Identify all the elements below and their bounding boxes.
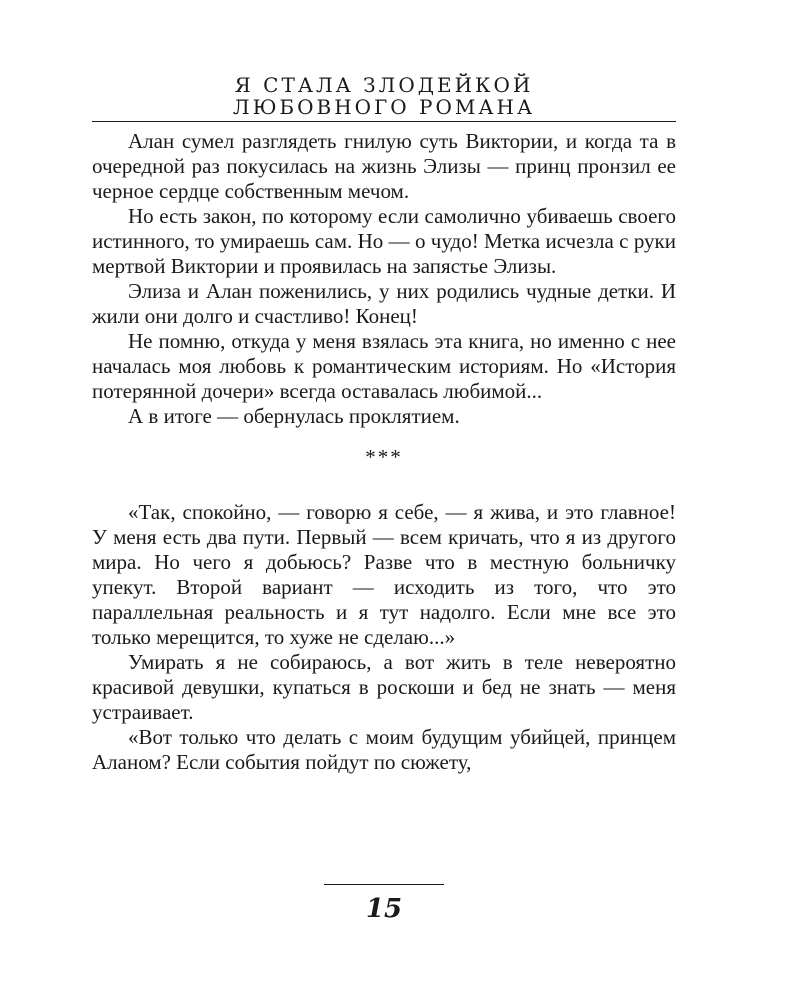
running-header (92, 74, 676, 118)
paragraph: А в итоге — обернулась проклятием. (128, 404, 460, 428)
paragraph: «Вот только что делать с моим будущим убийцей, принцем Аланом? Если события пойдут по сюжету, (92, 725, 676, 774)
running-header-line-2: ЛЮБОВНОГО РОМАНА (232, 95, 536, 119)
page-number: 15 (365, 894, 403, 924)
header-divider (92, 121, 676, 122)
paragraph: Элиза и Алан поженились, у них родились чудные детки. И жили они долго и счастливо! Конец! (92, 279, 676, 328)
paragraph: Не помню, откуда у меня взялась эта книга, но именно с нее началась моя любовь к романтическим историям. Но «История потерянной дочери» всегда оставалась любимой... (92, 329, 676, 403)
paragraph: «Так, спокойно, — говорю я себе, — я жива, и это главное! У меня есть два пути. Первый — всем кричать, что я из другого мира. Но чего я добьюсь? Разве что в местную больничку упекут. Второй вариант — исходить из того, что это параллельная реальность и я тут надолго. Если мне все это только мерещится, то хуже не сделаю...» (92, 500, 676, 649)
section-separator: *** (365, 445, 403, 469)
paragraph: Умирать я не собираюсь, а вот жить в теле невероятно красивой девушки, купаться в роскоши и бед не знать — меня устраивает. (92, 650, 676, 724)
page-body (92, 129, 676, 775)
paragraph: Но есть закон, по которому если самолично убиваешь своего истинного, то умираешь сам. Но — о чудо! Метка исчезла с руки мертвой Виктории и проявилась на запястье Элизы. (92, 204, 676, 278)
paragraph: Алан сумел разглядеть гнилую суть Виктории, и когда та в очередной раз покусилась на жизнь Элизы — принц пронзил ее черное сердце собственным мечом. (92, 129, 676, 203)
running-header-line-1: Я СТАЛА ЗЛОДЕЙКОЙ (234, 73, 534, 97)
footer-divider (324, 884, 444, 885)
